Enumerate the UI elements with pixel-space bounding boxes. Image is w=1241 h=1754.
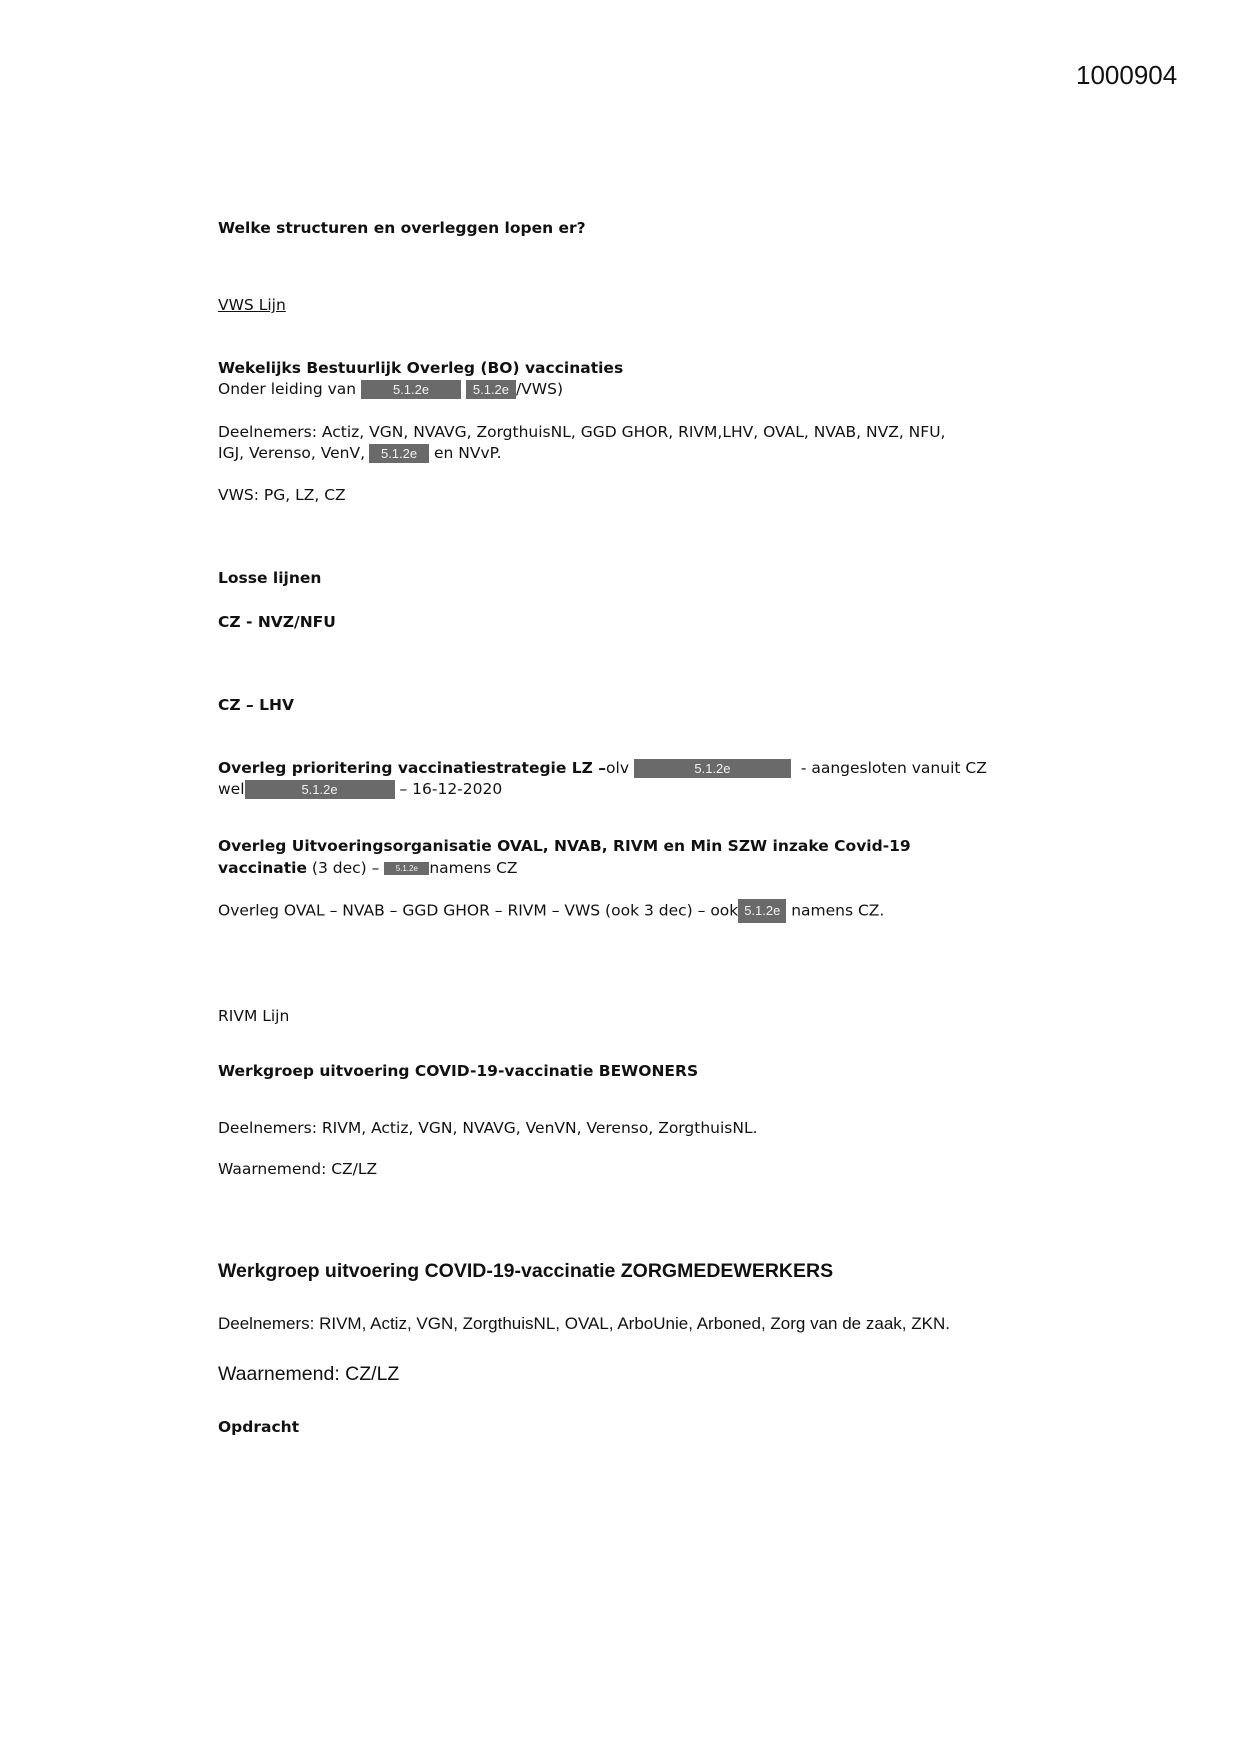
cz-nvz-title: CZ - NVZ/NFU — [218, 613, 336, 631]
uitvoering-line-2 — [218, 858, 518, 878]
wg-bewoners-title: Werkgroep uitvoering COVID-19-vaccinatie BEWONERS — [218, 1062, 699, 1080]
olv-text: olv — [606, 759, 630, 777]
deelnemers-text: IGJ, Verenso, VenV, — [218, 444, 366, 462]
oval-overleg — [218, 899, 884, 923]
opdracht-heading: Opdracht — [218, 1418, 300, 1436]
losse-lijnen-title: Losse lijnen — [218, 569, 322, 587]
redaction: 5.1.2e — [466, 380, 516, 399]
wg-zorgmedewerkers-title: Werkgroep uitvoering COVID-19-vaccinatie ZORGMEDEWERKERS — [218, 1260, 834, 1282]
redaction: 5.1.2e — [369, 444, 429, 463]
wg-zorgmedewerkers-waarnemend: Waarnemend: CZ/LZ — [218, 1363, 400, 1385]
uitvoering-title-1: Overleg Uitvoeringsorganisatie OVAL, NVAB, RIVM en Min SZW inzake Covid-19 — [218, 837, 911, 855]
prioritering-line-1 — [218, 758, 987, 778]
redaction: 5.1.2e — [738, 899, 786, 923]
prioritering-title: Overleg prioritering vaccinatiestrategie LZ – — [218, 759, 607, 777]
heading: Welke structuren en overleggen lopen er? — [218, 219, 586, 237]
wel-text: wel — [218, 780, 245, 798]
redaction: 5.1.2e — [634, 759, 791, 778]
wg-bewoners-waarnemend: Waarnemend: CZ/LZ — [218, 1160, 378, 1178]
uitvoering-title-2: vaccinatie — [218, 859, 307, 877]
prioritering-line-2 — [218, 779, 502, 799]
prioritering-date: – 16-12-2020 — [399, 780, 503, 798]
wg-zorgmedewerkers-deelnemers: Deelnemers: RIVM, Actiz, VGN, ZorgthuisNL, OVAL, ArboUnie, Arboned, Zorg van de zaak, ZKN. — [218, 1314, 950, 1333]
bo-deelnemers-1: Deelnemers: Actiz, VGN, NVAVG, ZorgthuisNL, GGD GHOR, RIVM,LHV, OVAL, NVAB, NVZ, NFU, — [218, 423, 946, 441]
bo-vws: VWS: PG, LZ, CZ — [218, 486, 346, 504]
bo-title: Wekelijks Bestuurlijk Overleg (BO) vaccinaties — [218, 359, 624, 377]
vws-lijn-heading: VWS Lijn — [218, 296, 286, 314]
redaction: 5.1.2e — [361, 380, 461, 399]
oval-namens: namens CZ. — [791, 901, 885, 920]
document-id: 1000904 — [1076, 60, 1178, 90]
deelnemers-text: en NVvP. — [433, 444, 502, 462]
wg-bewoners-deelnemers: Deelnemers: RIVM, Actiz, VGN, NVAVG, VenVN, Verenso, ZorgthuisNL. — [218, 1119, 758, 1137]
redaction: 5.1.2e — [384, 862, 429, 875]
bo-leiding — [218, 379, 563, 399]
bo-deelnemers-2 — [218, 443, 502, 463]
rivm-lijn-heading: RIVM Lijn — [218, 1007, 290, 1025]
oval-text: Overleg OVAL – NVAB – GGD GHOR – RIVM – VWS (ook 3 dec) – ook — [218, 901, 739, 920]
namens-text: namens CZ — [429, 859, 518, 877]
cz-lhv-title: CZ – LHV — [218, 696, 295, 714]
uitvoering-date: (3 dec) – — [306, 859, 380, 877]
leiding-post: /VWS) — [515, 380, 563, 398]
prioritering-post: - aangesloten vanuit CZ — [800, 759, 987, 777]
leiding-label: Onder leiding van — [218, 380, 357, 398]
redaction: 5.1.2e — [245, 780, 395, 799]
